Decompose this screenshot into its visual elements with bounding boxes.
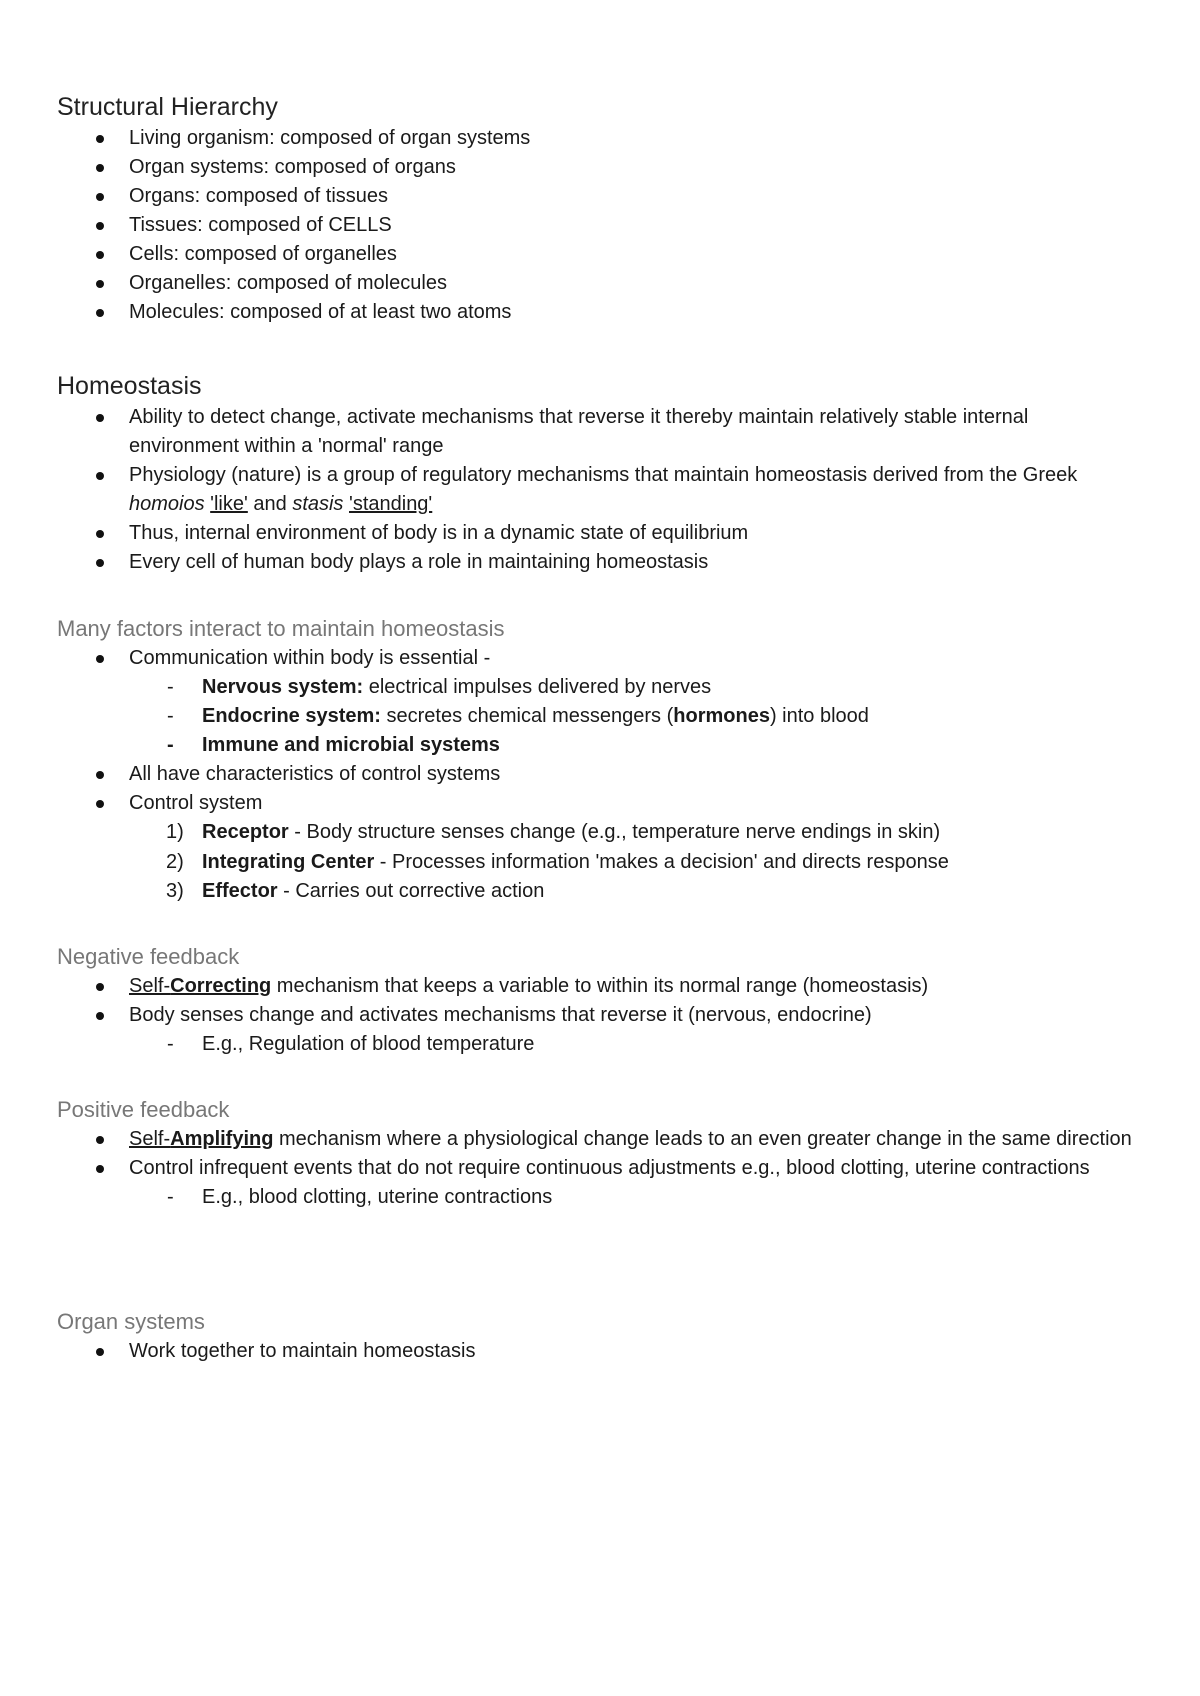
homeostasis-list (57, 403, 1140, 577)
label-bold: Effector (202, 880, 278, 902)
text-span: ) into blood (769, 705, 869, 727)
text-span: E.g., blood clotting, uterine contractions (202, 1186, 553, 1208)
list-item: Body senses change and activates mechanisms that reverse it (nervous, endocrine) (57, 1001, 1140, 1030)
term-homoios: homoios (129, 493, 205, 515)
list-item: Organelles: composed of molecules (57, 269, 1140, 298)
dash-marker: - (167, 1186, 174, 1208)
list-item (57, 461, 1140, 519)
label-bold: Nervous system: (202, 676, 364, 698)
text-span: Self- (129, 1128, 171, 1150)
text-span: and (247, 493, 293, 515)
list-item: Every cell of human body plays a role in maintaining homeostasis (57, 548, 1140, 577)
label-bold: Endocrine system: (202, 705, 381, 727)
sub-list-item-immune (57, 731, 1140, 760)
text-span: - Processes information 'makes a decision' and directs response (374, 850, 949, 873)
sub-list-item-endocrine (57, 702, 1140, 731)
list-item: Organ systems: composed of organs (57, 153, 1140, 182)
section-many-factors (57, 614, 1140, 907)
dash-marker: - (167, 705, 174, 727)
negative-list (57, 972, 1140, 1059)
section-negative-feedback (57, 942, 1140, 1059)
label-bold: Integrating Center (202, 850, 375, 873)
heading-negative-feedback: Negative feedback (57, 944, 240, 969)
organ-list (57, 1337, 1140, 1366)
term-like: 'like' (210, 493, 248, 515)
list-item: Ability to detect change, activate mechanisms that reverse it thereby maintain relatively stable internal environment within a 'normal' range (57, 403, 1140, 461)
list-item: All have characteristics of control systems (57, 760, 1140, 789)
label-bold: Receptor (202, 821, 289, 843)
dash-marker: - (167, 1033, 174, 1055)
list-item: Communication within body is essential - (57, 644, 1140, 673)
list-item: Molecules: composed of at least two atoms (57, 298, 1140, 327)
list-item: Cells: composed of organelles (57, 240, 1140, 269)
item-number: 1) (166, 821, 184, 843)
sub-list-item-nervous (57, 673, 1140, 702)
heading-organ-systems: Organ systems (57, 1309, 205, 1334)
item-number: 2) (166, 850, 184, 873)
text-span: - Carries out corrective action (277, 880, 545, 902)
list-item: Organs: composed of tissues (57, 182, 1140, 211)
list-item: Work together to maintain homeostasis (57, 1337, 1140, 1366)
heading-positive-feedback: Positive feedback (57, 1097, 230, 1122)
term-stasis: stasis (292, 493, 344, 515)
structural-list (57, 124, 1140, 327)
numbered-item-receptor (57, 818, 1140, 848)
positive-list (57, 1125, 1140, 1212)
dash-marker: - (167, 676, 174, 698)
heading-homeostasis: Homeostasis (57, 372, 202, 400)
label-bold: Correcting (170, 975, 272, 997)
term-hormones: hormones (673, 705, 770, 727)
term-standing: 'standing' (349, 493, 433, 515)
list-item: Thus, internal environment of body is in a dynamic state of equilibrium (57, 519, 1140, 548)
section-positive-feedback (57, 1095, 1140, 1212)
text-span: mechanism where a physiological change leads to an even greater change in the same direction (273, 1128, 1132, 1150)
dash-marker: - (167, 734, 174, 756)
list-item: Control system (57, 789, 1140, 818)
heading-many-factors: Many factors interact to maintain homeostasis (57, 616, 505, 641)
numbered-item-integrating-center (57, 848, 1140, 878)
list-item: Control infrequent events that do not require continuous adjustments e.g., blood clotting, uterine contractions (57, 1154, 1140, 1183)
factors-list (57, 644, 1140, 907)
sub-list-item (57, 1183, 1140, 1212)
text-span: Self- (129, 975, 171, 997)
text-span: - Body structure senses change (e.g., temperature nerve endings in skin) (288, 821, 941, 843)
sub-list-item (57, 1030, 1140, 1059)
text-span: electrical impulses delivered by nerves (363, 676, 712, 698)
list-item (57, 972, 1140, 1001)
list-item: Living organism: composed of organ systems (57, 124, 1140, 153)
text-span: Physiology (nature) is a group of regulatory mechanisms that maintain homeostasis derived from the Greek (129, 464, 1078, 486)
label-bold: Immune and microbial systems (202, 734, 500, 756)
numbered-item-effector (57, 877, 1140, 907)
label-bold: Amplifying (170, 1128, 274, 1150)
section-organ-systems (57, 1307, 1140, 1366)
term-self-correcting (129, 975, 271, 997)
item-number: 3) (166, 880, 184, 902)
list-item (57, 1125, 1140, 1154)
heading-structural-hierarchy: Structural Hierarchy (57, 93, 278, 121)
text-span: secretes chemical messengers ( (380, 705, 674, 727)
list-item: Tissues: composed of CELLS (57, 211, 1140, 240)
section-structural-hierarchy (57, 90, 1140, 327)
text-span: E.g., Regulation of blood temperature (202, 1033, 535, 1055)
term-self-amplifying (129, 1128, 273, 1150)
section-homeostasis (57, 369, 1140, 577)
text-span: mechanism that keeps a variable to within its normal range (homeostasis) (271, 975, 929, 997)
